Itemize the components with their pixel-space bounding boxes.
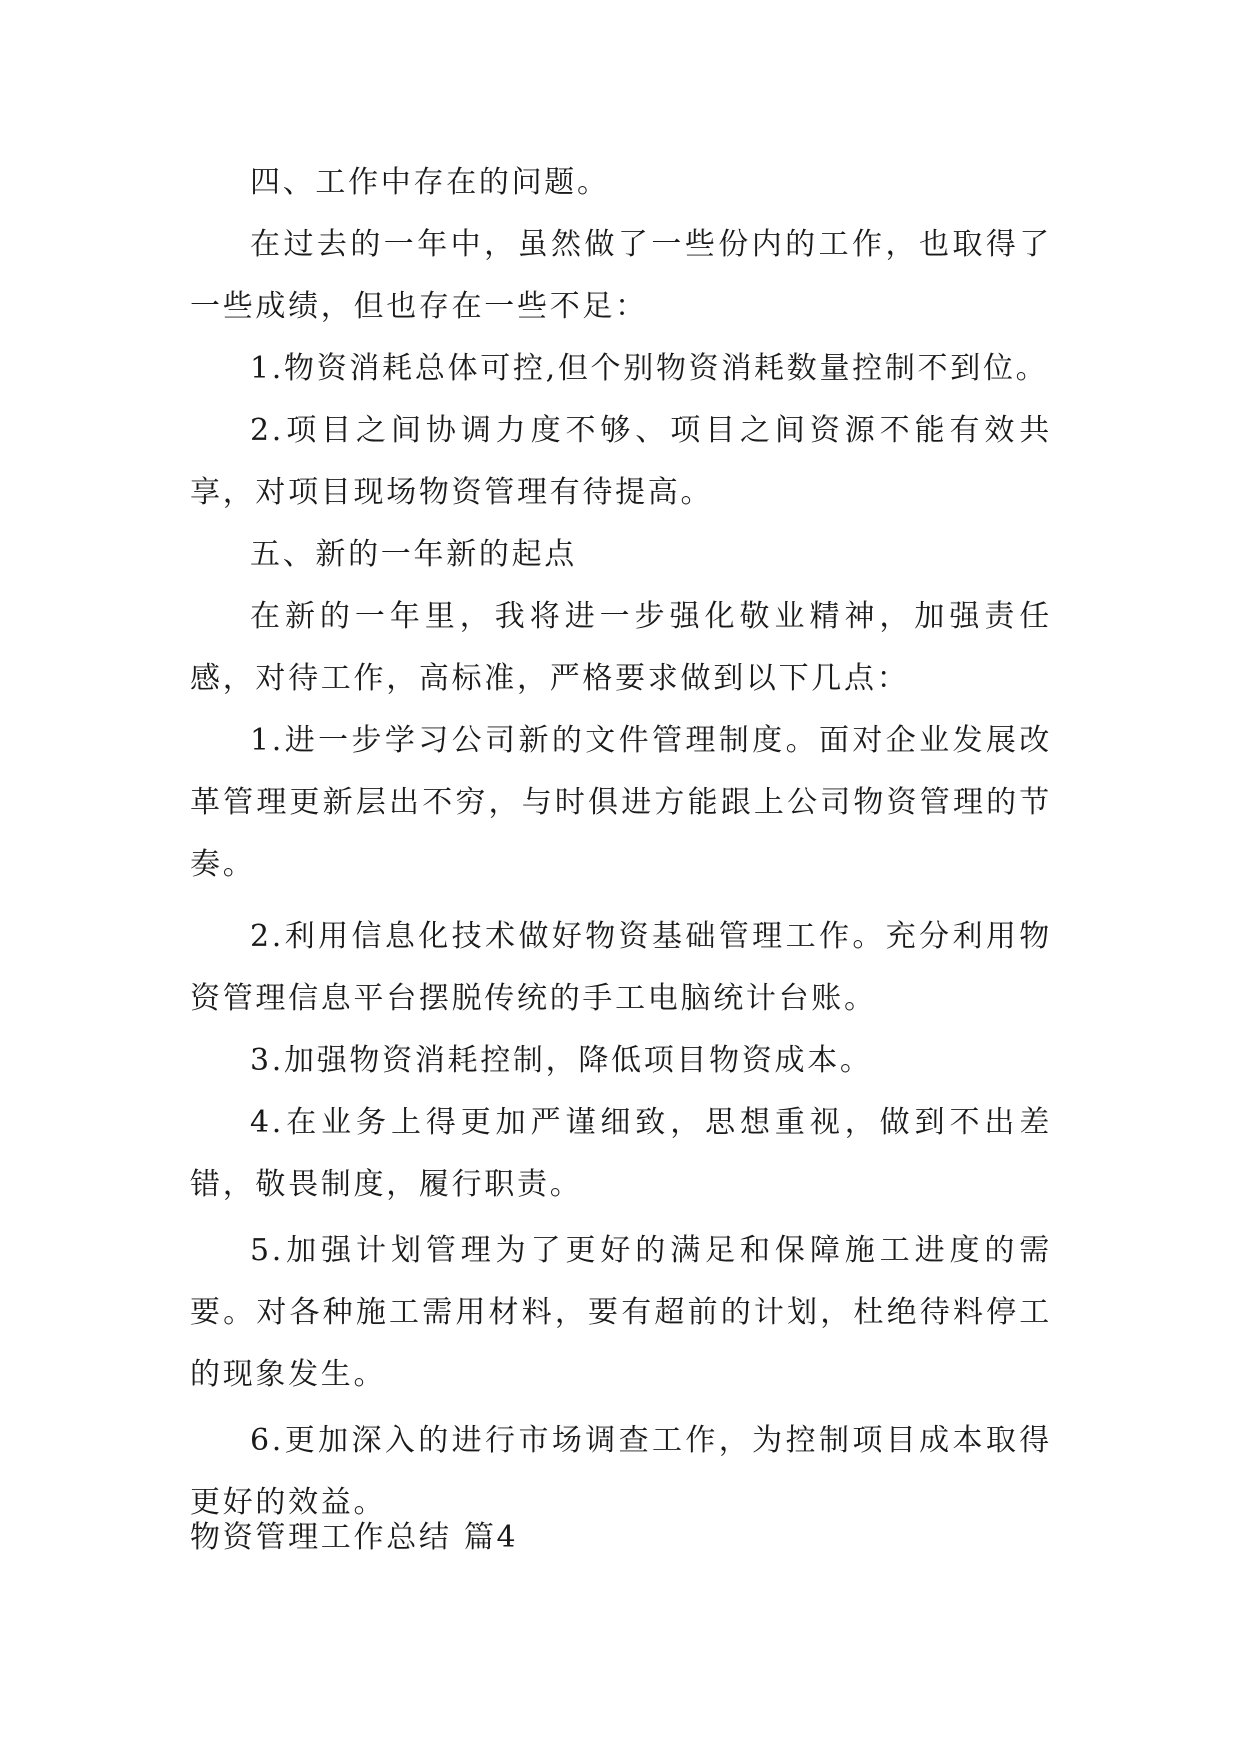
paragraph-shortcomings-intro: 在过去的一年中，虽然做了一些份内的工作，也取得了一些成绩，但也存在一些不足： xyxy=(190,227,1052,324)
heading-problems: 四、工作中存在的问题。 xyxy=(250,165,610,200)
list-item-problem-2: 2.项目之间协调力度不够、项目之间资源不能有效共享，对项目现场物资管理有待提高。 xyxy=(190,413,1052,510)
list-item-plan-1: 1.进一步学习公司新的文件管理制度。面对企业发展改革管理更新层出不穷，与时俱进方能跟上公司物资管理的节奏。 xyxy=(190,723,1052,882)
list-item-plan-4: 4.在业务上得更加严谨细致，思想重视，做到不出差错，敬畏制度，履行职责。 xyxy=(190,1105,1052,1202)
list-item-plan-5: 5.加强计划管理为了更好的满足和保障施工进度的需要。对各种施工需用材料，要有超前的计划，杜绝待料停工的现象发生。 xyxy=(190,1233,1052,1392)
heading-new-year: 五、新的一年新的起点 xyxy=(250,537,577,572)
paragraph-new-year-intro: 在新的一年里，我将进一步强化敬业精神，加强责任感，对待工作，高标准，严格要求做到以下几点： xyxy=(190,599,1052,696)
section-title: 物资管理工作总结 篇4 xyxy=(190,1520,519,1555)
list-item-problem-1: 1.物资消耗总体可控,但个别物资消耗数量控制不到位。 xyxy=(250,351,1049,386)
list-item-plan-3: 3.加强物资消耗控制，降低项目物资成本。 xyxy=(250,1043,873,1078)
list-item-plan-6: 6.更加深入的进行市场调查工作，为控制项目成本取得更好的效益。 xyxy=(190,1423,1052,1520)
document-body xyxy=(190,152,1052,1534)
list-item-plan-2: 2.利用信息化技术做好物资基础管理工作。充分利用物资管理信息平台摆脱传统的手工电脑统计台账。 xyxy=(190,919,1052,1016)
